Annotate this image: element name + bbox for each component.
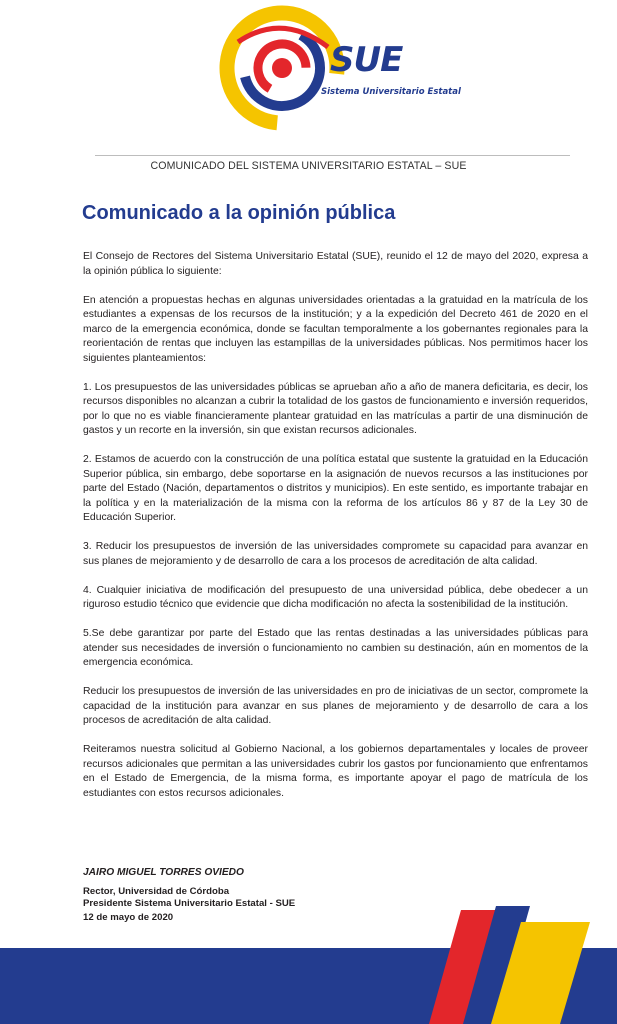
paragraph: El Consejo de Rectores del Sistema Universitario Estatal (SUE), reunido el 12 de mayo del 2020, expresa a la opinión pública lo siguiente: — [83, 251, 588, 277]
signature-date: 12 de mayo de 2020 — [83, 912, 174, 923]
document-title: Comunicado a la opinión pública — [82, 202, 396, 224]
document-body — [83, 250, 588, 816]
footer-banner — [0, 906, 617, 1024]
document-header: COMUNICADO DEL SISTEMA UNIVERSITARIO ESTATAL – SUE — [150, 160, 467, 172]
logo-text: SUE — [330, 40, 403, 80]
signer-role: Presidente Sistema Universitario Estatal - SUE — [83, 898, 296, 909]
paragraph: Reiteramos nuestra solicitud al Gobierno Nacional, a los gobiernos departamentales y locales de proveer recursos adicionales que permitan a las universidades cubrir los gastos por funcionamiento que enfrentamos en el Estado de Emergencia, de la misma forma, es importante apoyar el pago de matrícula de los estudiantes con estos recursos adicionales. — [83, 744, 588, 799]
paragraph: 2. Estamos de acuerdo con la construcción de una política estatal que sustente la gratuidad en la Educación Superior pública, sin embargo, debe soportarse en la asignación de nuevos recursos a las instituciones por parte del Estado (Nación, departamentos o distritos y municipios). En este sentido, es importante trabajar en la política y en la materialización de la misma con la reforma de los artículos 86 y 87 de la Ley 30 de Educación Superior. — [83, 454, 588, 523]
header-divider — [95, 155, 570, 156]
paragraph: Reducir los presupuestos de inversión de las universidades en pro de iniciativas de un sector, compromete la capacidad de la institución para avanzar en sus planes de mejoramiento y de desarrollo de cara a los procesos de acreditación de alta calidad. — [83, 686, 588, 726]
paragraph: 1. Los presupuestos de las universidades públicas se aprueban año a año de manera deficitaria, es decir, los recursos disponibles no alcanzan a cubrir la totalidad de los gastos de funcionamiento e inversión requeridos, por lo que no es viable financieramente plantear gratuidad en las matrículas a partir de una disminución de gastos y un recorte en la inversión, sin que existan recursos adicionales. — [83, 381, 588, 436]
logo-subtitle: Sistema Universitario Estatal — [321, 87, 461, 97]
paragraph: En atención a propuestas hechas en algunas universidades orientadas a la gratuidad en la matrícula de los estudiantes a expensas de los recursos de la institución; y a la expedición del Decreto 461 de 2020 en el marco de la emergencia económica, donde se facultan temporalmente a los gobernantes regionales para la reorientación de rentas que incluyen las estampillas de la universidades públicas. Nos permitimos hacer los siguientes planteamientos: — [83, 294, 588, 364]
signer-role: Rector, Universidad de Córdoba — [83, 886, 230, 897]
paragraph: 3. Reducir los presupuestos de inversión de las universidades compromete su capacidad para avanzar en sus planes de mejoramiento y de desarrollo de cara a los procesos de acreditación de alta calidad. — [83, 541, 588, 567]
signer-name: JAIRO MIGUEL TORRES OVIEDO — [83, 867, 244, 878]
paragraph: 5.Se debe garantizar por parte del Estado que las rentas destinadas a las universidades públicas para atender sus necesidades de inversión o funcionamiento no cambien su destinación, aún en momentos de la emergencia económica. — [83, 628, 588, 668]
paragraph: 4. Cualquier iniciativa de modificación del presupuesto de una universidad pública, debe obedecer a un riguroso estudio técnico que evidencie que dicha modificación no afecta la sostenibilidad de la institución. — [83, 584, 588, 610]
